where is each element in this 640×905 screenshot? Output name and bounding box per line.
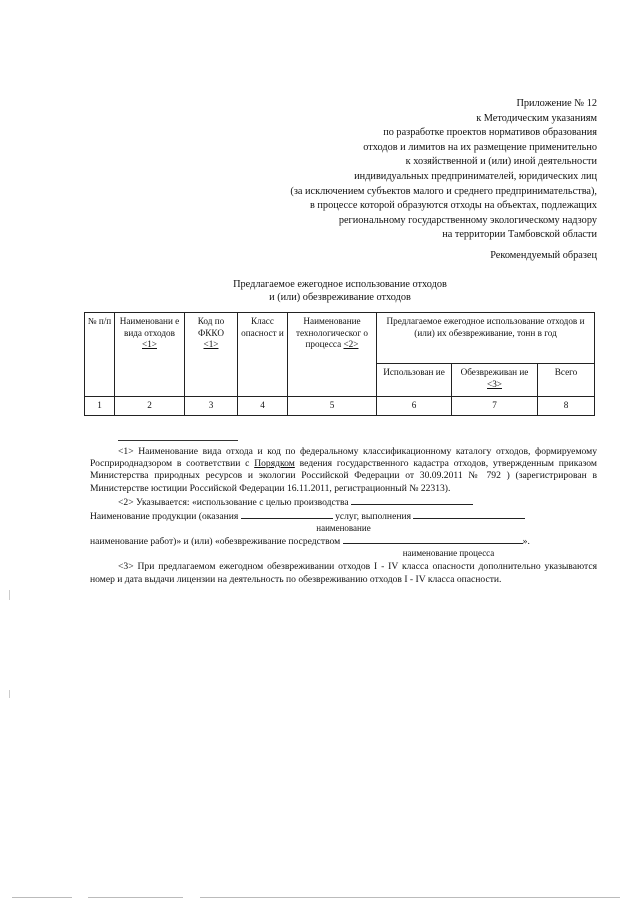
title-line-1: Предлагаемое ежегодное использование отходов: [233, 279, 447, 290]
document-title: [150, 278, 530, 304]
header-line: отходов и лимитов на их размещение применительно: [363, 141, 597, 153]
title-line-2: и (или) обезвреживание отходов: [269, 292, 411, 303]
column-number-cell: 8: [538, 397, 595, 416]
header-line: индивидуальных предпринимателей, юридических лиц: [354, 170, 597, 182]
footnote-ref-1[interactable]: <1>: [203, 339, 219, 349]
column-number-cell: 1: [85, 397, 115, 416]
column-number-cell: 7: [452, 397, 538, 416]
header-cell-waste-name: [115, 313, 185, 397]
footnote-text: <2> Указывается: «использование с целью производства: [118, 496, 349, 508]
header-cell-process-name: [288, 313, 377, 397]
column-number-cell: 6: [377, 397, 452, 416]
header-line: к хозяйственной и (или) иной деятельности: [405, 156, 597, 168]
margin-mark: [9, 590, 10, 600]
bottom-edge-line: [88, 897, 183, 898]
footnote-ref-1[interactable]: <1>: [142, 339, 157, 349]
header-cell-proposed-annual: Предлагаемое ежегодное использование отходов и (или) их обезвреживание, тонн в год: [377, 313, 595, 364]
footnote-3: <3> При предлагаемом ежегодном обезвреживании отходов I - IV класса опасности дополнительно указываются номер и дата выдачи лицензии на деятельность по обезвреживанию отходов I - IV класса опасности.: [90, 561, 597, 585]
column-number-cell: 4: [238, 397, 288, 416]
footnote-2-line: [90, 534, 597, 548]
header-line: Приложение № 12: [516, 98, 597, 109]
footnote-2-line: [90, 495, 597, 509]
column-number-cell: 5: [288, 397, 377, 416]
footnote-separator: [118, 440, 238, 441]
order-link[interactable]: Порядком: [254, 458, 295, 470]
header-cell-neutralization: [452, 364, 538, 397]
recommended-sample-label: Рекомендуемый образец: [490, 250, 597, 261]
footnote-text: <1> Наименование вида отхода и код по федеральному классификационному каталогу отходов, формируемому Росприроднадзором в соответствии с: [90, 446, 597, 470]
header-line: на территории Тамбовской области: [442, 229, 597, 241]
footnotes: [90, 446, 597, 586]
footnote-2-line: [90, 509, 597, 523]
header-cell-total: Всего: [538, 364, 595, 397]
footnote-ref-2[interactable]: <2>: [343, 339, 359, 349]
footnote-text: ведения государственного кадастра отходов, утвержденным приказом Министерства природных ресурсов и экологии Российской Федерации от 30.09.2011 № 792 ) (зарегистрирован в Министерстве юстиции Российской Федерации 16.11.2011, регистрационный № 22313).: [90, 458, 597, 494]
header-line: к Методическим указаниям: [476, 112, 597, 124]
footnote-text: ».: [522, 536, 530, 548]
header-text: Наименование технологическог о процесса: [295, 316, 369, 349]
header-cell-fkko-code: [185, 313, 238, 397]
caption-name: наименование: [316, 523, 371, 534]
blank-line: [351, 495, 473, 505]
header-line: в процессе которой образуются отходы на объектах, подлежащих: [309, 200, 597, 212]
blank-line: [241, 509, 333, 519]
footnote-ref-3[interactable]: <3>: [487, 378, 502, 389]
column-number-cell: 3: [185, 397, 238, 416]
header-text: Код по ФККО: [197, 316, 225, 338]
margin-mark: [9, 690, 10, 698]
appendix-header: [167, 97, 597, 243]
column-number-cell: 2: [115, 397, 185, 416]
blank-line: [343, 534, 523, 544]
header-cell-number: № п/п: [85, 313, 115, 397]
waste-usage-table: [84, 312, 595, 416]
caption-process-name: наименование процесса: [402, 548, 495, 559]
header-cell-use: Использован ие: [377, 364, 452, 397]
header-text: Наименовани е вида отходов: [119, 316, 180, 338]
footnote-text: услуг, выполнения: [335, 511, 412, 523]
footnote-text: наименование работ)» и (или) «обезвреживание посредством: [90, 536, 341, 548]
header-line: региональному государственному экологическому надзору: [338, 214, 597, 226]
bottom-edge-line: [200, 897, 620, 898]
bottom-edge-line: [12, 897, 72, 898]
header-text: Обезвреживан ие: [460, 367, 529, 377]
header-cell-hazard-class: Класс опасност и: [238, 313, 288, 397]
header-line: по разработке проектов нормативов образования: [383, 127, 597, 139]
footnote-1: [90, 446, 597, 495]
footnote-text: Наименование продукции (оказания: [90, 511, 239, 523]
header-line: (за исключением субъектов малого и среднего предпринимательства),: [290, 185, 597, 197]
blank-line: [413, 509, 525, 519]
